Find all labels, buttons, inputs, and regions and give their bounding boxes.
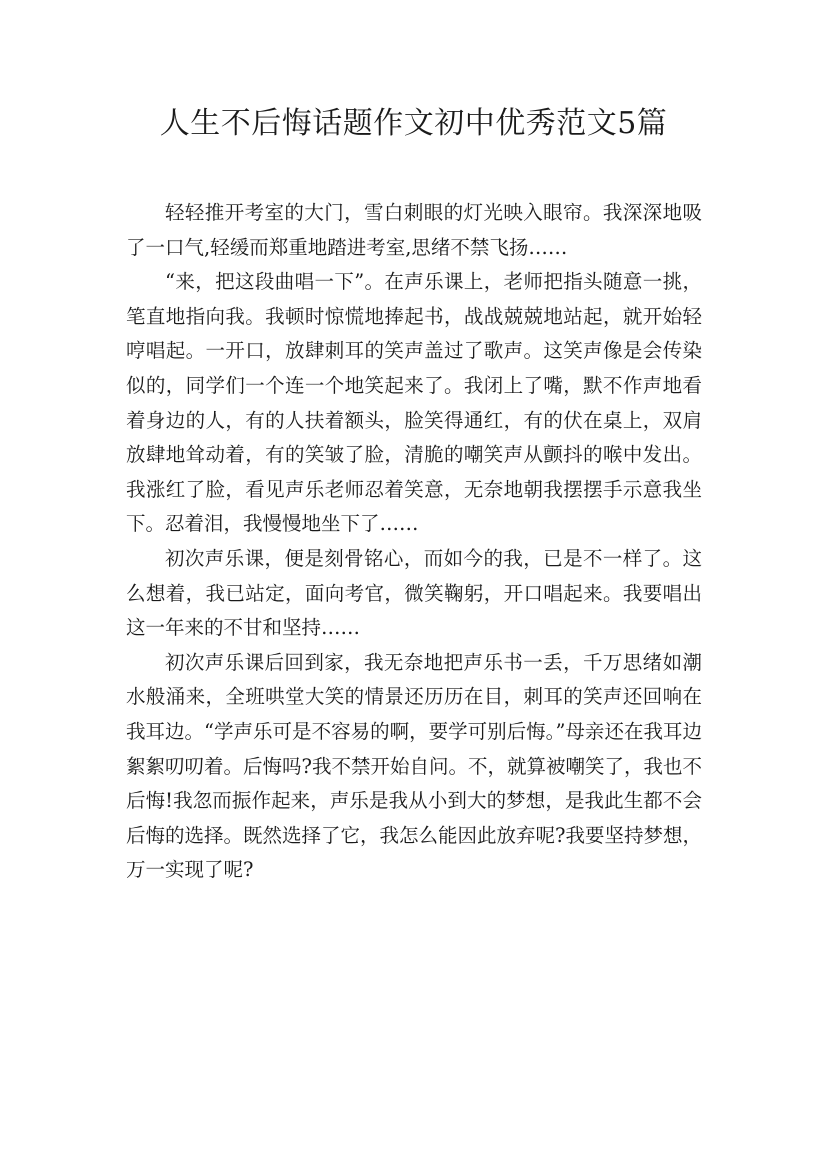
document-body (126, 196, 702, 888)
paragraph-1: 轻轻推开考室的大门，雪白刺眼的灯光映入眼帘。我深深地吸了一口气,轻缓而郑重地踏进考室,思绪不禁飞扬…… (126, 201, 702, 259)
paragraph-4: 初次声乐课后回到家，我无奈地把声乐书一丢，千万思绪如潮水般涌来，全班哄堂大笑的情景还历历在目，刺耳的笑声还回响在我耳边。“学声乐可是不容易的啊，要学可别后悔。”母亲还在我耳边絮絮叨叨着。后悔吗?我不禁开始自问。不，就算被嘲笑了，我也不后悔!我忽而振作起来，声乐是我从小到大的梦想，是我此生都不会后悔的选择。既然选择了它，我怎么能因此放弃呢?我要坚持梦想，万一实现了呢? (126, 650, 702, 882)
document-title: 人生不后悔话题作文初中优秀范文5篇 (159, 106, 668, 141)
paragraph-2: “来，把这段曲唱一下”。在声乐课上，老师把指头随意一挑，笔直地指向我。我顿时惊慌地捧起书，战战兢兢地站起，就开始轻哼唱起。一开口，放肆刺耳的笑声盖过了歌声。这笑声像是会传染似的，同学们一个连一个地笑起来了。我闭上了嘴，默不作声地看着身边的人，有的人扶着额头，脸笑得通红，有的伏在桌上，双肩放肆地耸动着，有的笑皱了脸，清脆的嘲笑声从颤抖的喉中发出。我涨红了脸，看见声乐老师忍着笑意，无奈地朝我摆摆手示意我坐下。忍着泪，我慢慢地坐下了…… (126, 270, 702, 536)
paragraph-3: 初次声乐课，便是刻骨铭心，而如今的我，已是不一样了。这么想着，我已站定，面向考官，微笑鞠躬，开口唱起来。我要唱出这一年来的不甘和坚持…… (126, 546, 702, 640)
